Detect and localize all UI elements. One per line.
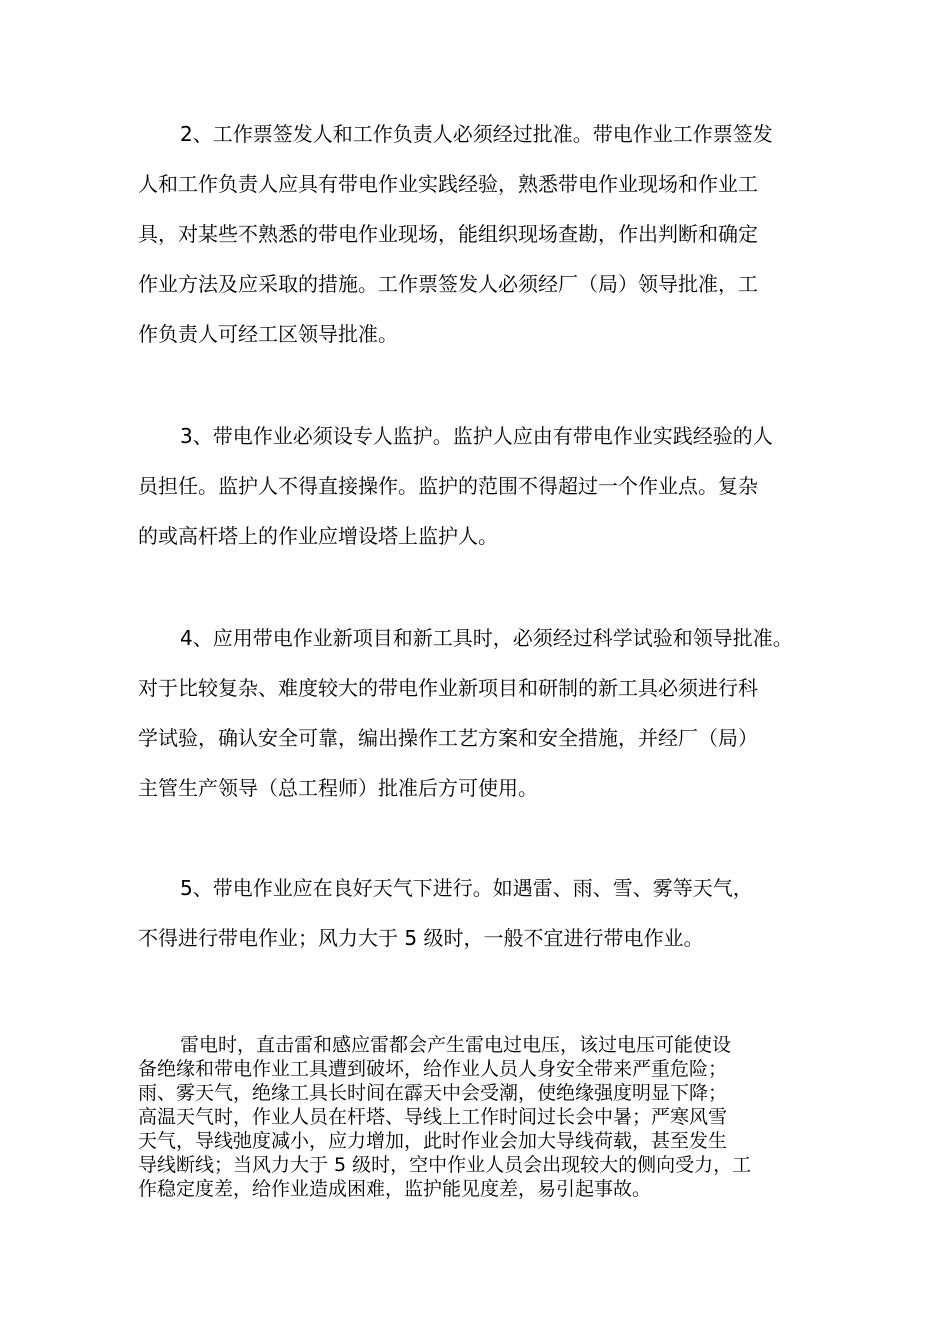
text-line: 高温天气时，作业人员在杆塔、导线上工作时间过长会中暑；严寒风雪 bbox=[138, 1106, 728, 1128]
text-line: 人和工作负责人应具有带电作业实践经验，熟悉带电作业现场和作业工 bbox=[138, 172, 758, 196]
text-line: 员担任。监护人不得直接操作。监护的范围不得超过一个作业点。复杂 bbox=[138, 474, 758, 498]
text-line: 主管生产领导（总工程师）批准后方可使用。 bbox=[138, 776, 538, 800]
text-line: 天气，导线弛度减小，应力增加，此时作业会加大导线荷载，甚至发生 bbox=[138, 1130, 728, 1152]
text-line: 2、工作票签发人和工作负责人必须经过批准。带电作业工作票签发 bbox=[180, 122, 773, 146]
text-line: 4、应用带电作业新项目和新工具时，必须经过科学试验和领导批准。 bbox=[180, 626, 793, 650]
text-line: 学试验，确认安全可靠，编出操作工艺方案和安全措施，并经厂（局） bbox=[138, 726, 758, 750]
text-line: 雨、雾天气，绝缘工具长时间在霹天中会受潮，使绝缘强度明显下降； bbox=[138, 1082, 728, 1104]
text-line: 导线断线；当风力大于 5 级时，空中作业人员会出现较大的侧向受力，工 bbox=[138, 1154, 752, 1176]
text-line: 雷电时，直击雷和感应雷都会产生雷电过电压，该过电压可能使设 bbox=[180, 1034, 732, 1056]
text-line: 5、带电作业应在良好天气下进行。如遇雷、雨、雪、雾等天气， bbox=[180, 876, 753, 900]
text-line: 作稳定度差，给作业造成困难，监护能见度差，易引起事故。 bbox=[138, 1178, 652, 1200]
text-line: 不得进行带电作业；风力大于 5 级时，一般不宜进行带电作业。 bbox=[138, 926, 704, 950]
text-line: 具，对某些不熟悉的带电作业现场，能组织现场查勘，作出判断和确定 bbox=[138, 222, 758, 246]
text-line: 对于比较复杂、难度较大的带电作业新项目和研制的新工具必须进行科 bbox=[138, 676, 758, 700]
text-line: 的或高杆塔上的作业应增设塔上监护人。 bbox=[138, 524, 498, 548]
text-line: 作业方法及应采取的措施。工作票签发人必须经厂（局）领导批准，工 bbox=[138, 272, 758, 296]
text-line: 备绝缘和带电作业工具遭到破坏，给作业人员人身安全带来严重危险； bbox=[138, 1058, 728, 1080]
text-line: 作负责人可经工区领导批准。 bbox=[138, 322, 398, 346]
text-line: 3、带电作业必须设专人监护。监护人应由有带电作业实践经验的人 bbox=[180, 424, 773, 448]
